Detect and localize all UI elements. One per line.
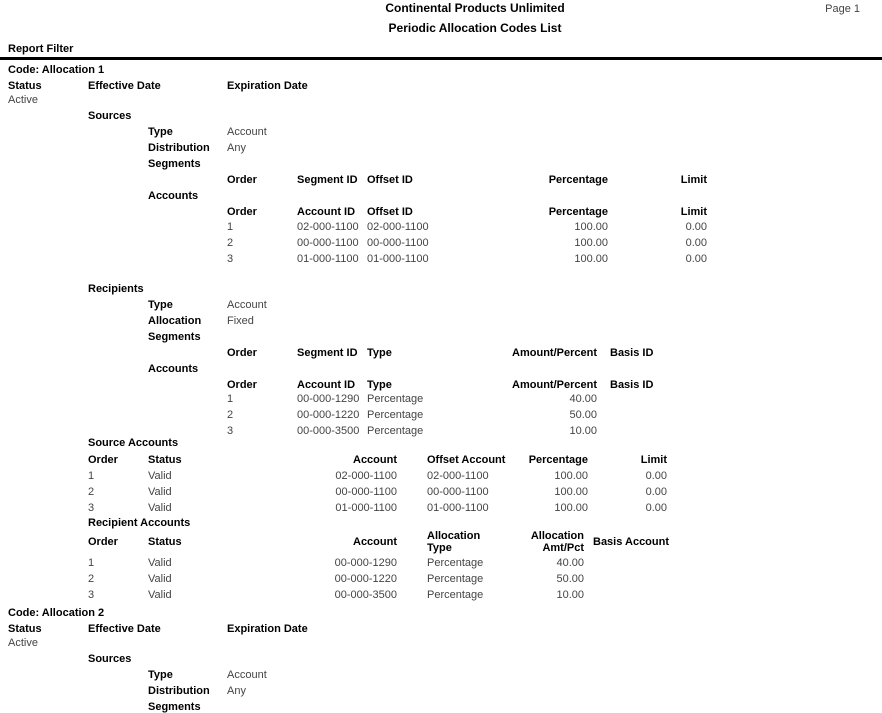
expiration-date-column-header: Expiration Date xyxy=(227,623,308,635)
account-id-column-header: Account ID xyxy=(297,379,356,391)
allocation-amt-cell: 50.00 xyxy=(556,573,584,585)
expiration-date-column-header: Expiration Date xyxy=(227,80,308,92)
status-column-header: Status xyxy=(8,80,42,92)
type-label: Type xyxy=(148,669,173,681)
percentage-cell: 100.00 xyxy=(554,502,588,514)
order-cell: 3 xyxy=(88,502,95,514)
allocation-amt-column-header: Amt/Pct xyxy=(542,542,584,554)
account-cell: 00-000-1100 xyxy=(335,486,397,498)
segments-section-label: Segments xyxy=(148,331,201,343)
percentage-cell: 100.00 xyxy=(554,470,588,482)
status-cell: Valid xyxy=(148,557,172,569)
order-column-header: Order xyxy=(88,536,118,548)
offset-id-cell: 02-000-1100 xyxy=(367,221,429,233)
order-column-header: Order xyxy=(227,347,257,359)
source-accounts-section-label: Source Accounts xyxy=(88,437,179,449)
percentage-cell: 100.00 xyxy=(554,486,588,498)
offset-account-column-header: Offset Account xyxy=(427,454,506,466)
account-id-cell: 01-000-1100 xyxy=(297,253,359,265)
amount-percent-cell: 50.00 xyxy=(569,409,597,421)
order-column-header: Order xyxy=(227,206,257,218)
accounts-section-label: Accounts xyxy=(148,190,199,202)
type-label: Type xyxy=(148,126,173,138)
offset-id-cell: 00-000-1100 xyxy=(367,237,429,249)
order-column-header: Order xyxy=(88,454,118,466)
allocation-amt-column-header: Allocation xyxy=(530,530,584,542)
order-cell: 2 xyxy=(227,409,234,421)
status-cell: Valid xyxy=(148,573,172,585)
recipients-section-label: Recipients xyxy=(88,283,144,295)
distribution-value: Any xyxy=(227,142,246,154)
basis-id-column-header: Basis ID xyxy=(610,347,654,359)
status-cell: Valid xyxy=(148,470,172,482)
account-column-header: Account xyxy=(353,454,397,466)
account-cell: 01-000-1100 xyxy=(335,502,397,514)
type-cell: Percentage xyxy=(367,393,424,405)
account-id-cell: 00-000-1290 xyxy=(297,393,360,405)
allocation-type-column-header: Allocation xyxy=(427,530,481,542)
amount-percent-cell: 10.00 xyxy=(569,425,597,437)
account-id-cell: 00-000-1220 xyxy=(297,409,360,421)
limit-cell: 0.00 xyxy=(645,486,667,498)
percentage-cell: 100.00 xyxy=(574,221,608,233)
basis-id-column-header: Basis ID xyxy=(610,379,654,391)
allocation-value: Fixed xyxy=(227,315,254,327)
limit-cell: 0.00 xyxy=(645,470,667,482)
distribution-value: Any xyxy=(227,685,246,697)
account-id-column-header: Account ID xyxy=(297,206,356,218)
order-column-header: Order xyxy=(227,379,257,391)
report-filter-label: Report Filter xyxy=(8,43,74,55)
account-cell: 02-000-1100 xyxy=(335,470,397,482)
type-cell: Percentage xyxy=(367,409,424,421)
type-label: Type xyxy=(148,299,173,311)
status-column-header: Status xyxy=(8,623,42,635)
status-cell: Valid xyxy=(148,589,172,601)
effective-date-column-header: Effective Date xyxy=(88,623,161,635)
order-cell: 2 xyxy=(88,486,95,498)
offset-account-cell: 01-000-1100 xyxy=(427,502,489,514)
type-column-header: Type xyxy=(367,379,392,391)
offset-id-column-header: Offset ID xyxy=(367,174,413,186)
allocation-label: Allocation xyxy=(148,315,202,327)
segment-id-column-header: Segment ID xyxy=(297,174,358,186)
order-cell: 1 xyxy=(227,393,234,405)
percentage-column-header: Percentage xyxy=(548,206,608,218)
allocation-type-cell: Percentage xyxy=(427,573,484,585)
segment-id-column-header: Segment ID xyxy=(297,347,358,359)
status-value: Active xyxy=(8,94,38,106)
report-title: Periodic Allocation Codes List xyxy=(388,21,562,35)
limit-cell: 0.00 xyxy=(685,221,707,233)
order-column-header: Order xyxy=(227,174,257,186)
order-cell: 2 xyxy=(227,237,234,249)
order-cell: 1 xyxy=(88,557,95,569)
account-cell: 00-000-3500 xyxy=(334,589,397,601)
recipient-accounts-section-label: Recipient Accounts xyxy=(88,517,191,529)
status-cell: Valid xyxy=(148,486,172,498)
basis-account-column-header: Basis Account xyxy=(593,536,670,548)
type-value: Account xyxy=(227,669,267,681)
effective-date-column-header: Effective Date xyxy=(88,80,161,92)
order-cell: 1 xyxy=(227,221,234,233)
sources-section-label: Sources xyxy=(88,653,132,665)
allocation-type-cell: Percentage xyxy=(427,557,484,569)
order-cell: 3 xyxy=(88,589,95,601)
allocation-amt-cell: 10.00 xyxy=(556,589,584,601)
account-id-cell: 02-000-1100 xyxy=(297,221,359,233)
order-cell: 2 xyxy=(88,573,95,585)
limit-column-header: Limit xyxy=(680,206,707,218)
allocation-type-column-header: Type xyxy=(427,542,452,554)
page-number: Page 1 xyxy=(825,3,860,15)
percentage-cell: 100.00 xyxy=(574,237,608,249)
account-id-cell: 00-000-3500 xyxy=(297,425,360,437)
account-cell: 00-000-1290 xyxy=(334,557,397,569)
accounts-section-label: Accounts xyxy=(148,363,199,375)
segments-section-label: Segments xyxy=(148,158,201,170)
order-cell: 3 xyxy=(227,253,234,265)
divider-line xyxy=(0,57,882,60)
account-cell: 00-000-1220 xyxy=(334,573,397,585)
amount-percent-column-header: Amount/Percent xyxy=(512,347,597,359)
limit-column-header: Limit xyxy=(640,454,667,466)
order-cell: 1 xyxy=(88,470,95,482)
offset-account-cell: 00-000-1100 xyxy=(427,486,489,498)
account-id-cell: 00-000-1100 xyxy=(297,237,359,249)
offset-id-column-header: Offset ID xyxy=(367,206,413,218)
percentage-column-header: Percentage xyxy=(548,174,608,186)
limit-cell: 0.00 xyxy=(685,237,707,249)
status-value: Active xyxy=(8,637,38,649)
allocation-code-heading: Code: Allocation 2 xyxy=(8,607,105,619)
status-cell: Valid xyxy=(148,502,172,514)
allocation-type-cell: Percentage xyxy=(427,589,484,601)
account-column-header: Account xyxy=(353,536,397,548)
type-value: Account xyxy=(227,126,267,138)
distribution-label: Distribution xyxy=(148,685,210,697)
status-column-header: Status xyxy=(148,536,182,548)
type-column-header: Type xyxy=(367,347,392,359)
distribution-label: Distribution xyxy=(148,142,210,154)
company-name: Continental Products Unlimited xyxy=(385,1,565,15)
offset-id-cell: 01-000-1100 xyxy=(367,253,429,265)
amount-percent-column-header: Amount/Percent xyxy=(512,379,597,391)
type-value: Account xyxy=(227,299,267,311)
percentage-column-header: Percentage xyxy=(528,454,588,466)
percentage-cell: 100.00 xyxy=(574,253,608,265)
limit-column-header: Limit xyxy=(680,174,707,186)
allocation-code-heading: Code: Allocation 1 xyxy=(8,64,105,76)
offset-account-cell: 02-000-1100 xyxy=(427,470,489,482)
allocation-amt-cell: 40.00 xyxy=(556,557,584,569)
status-column-header: Status xyxy=(148,454,182,466)
type-cell: Percentage xyxy=(367,425,424,437)
amount-percent-cell: 40.00 xyxy=(569,393,597,405)
limit-cell: 0.00 xyxy=(645,502,667,514)
segments-section-label: Segments xyxy=(148,701,201,713)
limit-cell: 0.00 xyxy=(685,253,707,265)
order-cell: 3 xyxy=(227,425,234,437)
sources-section-label: Sources xyxy=(88,110,132,122)
